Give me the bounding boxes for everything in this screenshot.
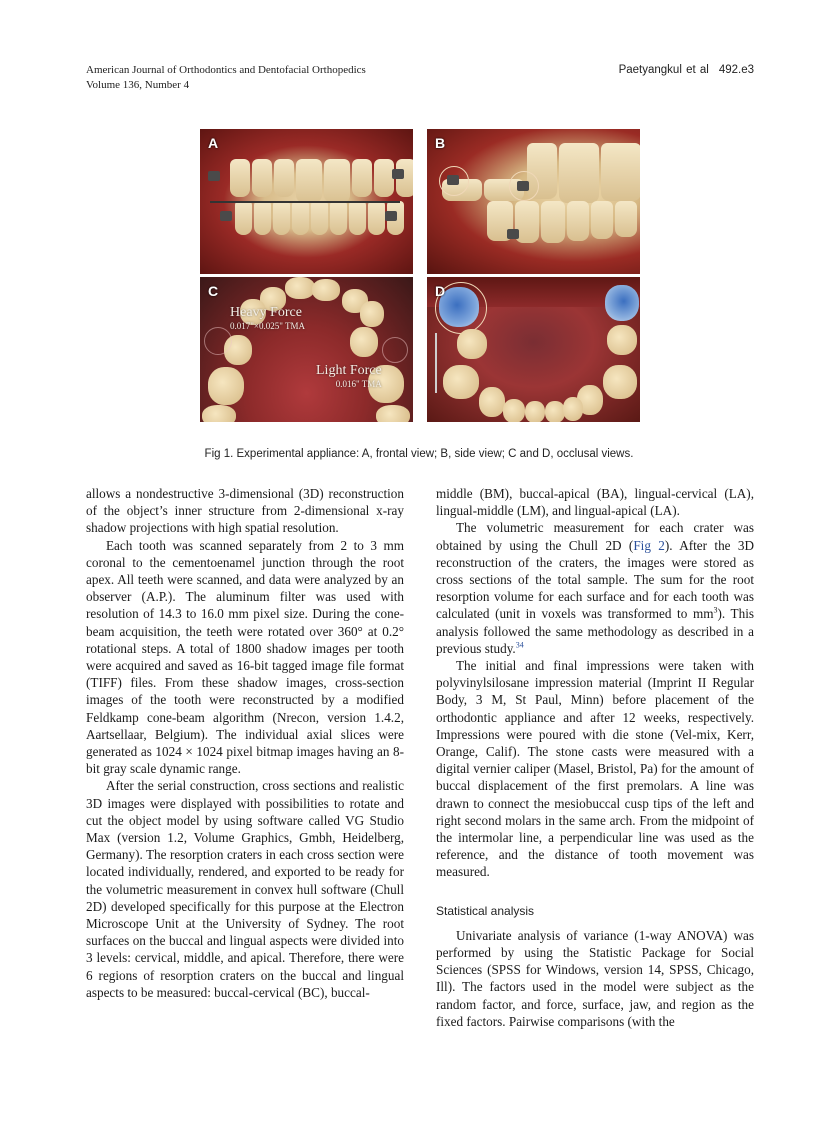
heavy-force-annotation: [230, 305, 305, 331]
blue-marked-tooth: [605, 285, 639, 321]
light-force-spec: 0.016" TMA: [335, 379, 382, 389]
figure-panel-a-frontal-view: [200, 129, 413, 274]
text-column-right: [436, 485, 754, 1030]
light-force-annotation: [316, 363, 382, 389]
bracket-icon: [220, 211, 232, 221]
bracket-icon: [517, 181, 529, 191]
panel-label: A: [208, 135, 219, 151]
upper-teeth: [527, 143, 640, 203]
running-header-left: [86, 63, 366, 93]
journal-volume: Volume 136, Number 4: [86, 79, 190, 91]
paragraph: The initial and final impressions were taken with polyvinylsilosane impression material (Imprint II Regular Body, 3 M, St Paul, Minn) before placement of the orthodontic appliance and after 12 weeks, respectively. Impressions were poured with die stone (Vel-mix, Kerr, Orange, Calif). The stone casts were measured with a digital vernier caliper (Masel, Bristol, Pa) for the amount of buccal displacement of the first premolars. A line was drawn to connect the mesiobuccal cusp tips of the left and right second molars in the same arch. From the midpoint of the intermolar line, a perpendicular line was used as the reference, and the distance of tooth movement was measured.: [436, 658, 754, 880]
highlight-circle: [382, 337, 408, 363]
paragraph: Each tooth was scanned separately from 2 to 3 mm coronal to the cementoenamel junction through the root apex. All teeth were scanned, and data were analyzed by an observer (A.P.). The aluminum filter was used with resolution of 14.3 to 16.0 mm pixel size. During the cone-beam acquisition, the teeth were rotated over 360° at 0.2° rotational steps. A total of 1800 shadow images per tooth were acquired and saved as 16-bit tagged image file format (TIFF) files. From these shadow images, cross-section images of the tooth were reconstructed by a modified Feldkamp cone-beam algorithm (Nrecon, version 1.4.2, Aartsellaar, Belgium). The individual axial slices were generated as 1024 × 1024 pixel bitmap images having an 8-bit gray scale dynamic range.: [86, 537, 404, 777]
bracket-icon: [447, 175, 459, 185]
paragraph: The volumetric measurement for each crater was obtained by using the Chull 2D (Fig 2). After the 3D reconstruction of the craters, the images were stored as cross sections of the total sample. The sum for the root resorption volume for each surface and for each tooth was calculated (unit in voxels was transformed to $mm^3$). This analysis followed the same methodology as described in a previous study.$^{34}$: [436, 520, 755, 656]
author-line: Paetyangkul et al: [618, 64, 709, 76]
figure-caption: Fig 1. Experimental appliance: A, frontal view; B, side view; C and D, occlusal views.: [204, 448, 634, 460]
panel-label: C: [208, 283, 219, 299]
light-force-label: Light Force: [316, 363, 382, 378]
running-header-right: [619, 63, 754, 78]
page-number: 492.e3: [718, 64, 754, 76]
figure-2-link[interactable]: Fig 2: [633, 537, 665, 553]
bracket-icon: [507, 229, 519, 239]
figure-1: [200, 129, 640, 429]
figure-panel-d-occlusal-view: [427, 277, 640, 422]
section-heading-statistical-analysis: Statistical analysis: [436, 903, 535, 918]
panel-label: B: [435, 135, 446, 151]
paragraph: middle (BM), buccal-apical (BA), lingual-cervical (LA), lingual-middle (LM), and lingual-apical (LA).: [436, 486, 754, 519]
heavy-force-label: Heavy Force: [230, 305, 302, 320]
paragraph: Univariate analysis of variance (1-way ANOVA) was performed by using the Statistic Package for Social Sciences (SPSS for Windows, version 14, SPSS, Chicago, Ill). The factors used in the model were subject as the random factor, and force, surface, jaw, and region as the fixed factors. Pairwise comparisons (with the: [436, 927, 754, 1029]
panel-label: D: [435, 283, 446, 299]
paragraph: allows a nondestructive 3-dimensional (3D) reconstruction of the object’s inner structure from 2-dimensional x-ray shadow projections with high spatial resolution.: [86, 486, 404, 536]
figure-panel-b-side-view: [427, 129, 640, 274]
reference-34-link[interactable]: 34: [515, 640, 524, 650]
paragraph: After the serial construction, cross sections and realistic 3D images were displayed with possibilities to rotate and cut the object model by using software called VG Studio Max (version 1.2, Volume Graphics, Gmbh, Heidelberg, Germany). The resorption craters in each cross section were located individually, rendered, and exported to be ready for the volumetric measurement in convex hull software (Chull 2D) developed specifically for this purpose at the Electron Microscope Unit at the University of Sydney. The root surfaces on the buccal and lingual aspects were divided into 3 levels: cervical, middle, and apical. Therefore, there were 6 regions of resorption craters on the buccal and lingual aspects to be measured: buccal-cervical (BC), buccal-: [86, 778, 404, 1000]
heavy-force-spec: 0.017"×0.025" TMA: [230, 321, 306, 331]
text-column-left: [86, 485, 404, 1001]
bracket-icon: [385, 211, 397, 221]
bracket-icon: [392, 169, 404, 179]
bracket-icon: [208, 171, 220, 181]
archwire: [210, 201, 400, 203]
highlight-circle: [204, 327, 232, 355]
superscript-exponent: 3: [713, 606, 718, 616]
figure-panel-c-occlusal-view: [200, 277, 413, 422]
upper-teeth: [230, 159, 413, 203]
archwire: [435, 333, 437, 393]
lower-teeth: [235, 201, 404, 235]
journal-title: American Journal of Orthodontics and Dentofacial Orthopedics: [86, 64, 366, 76]
